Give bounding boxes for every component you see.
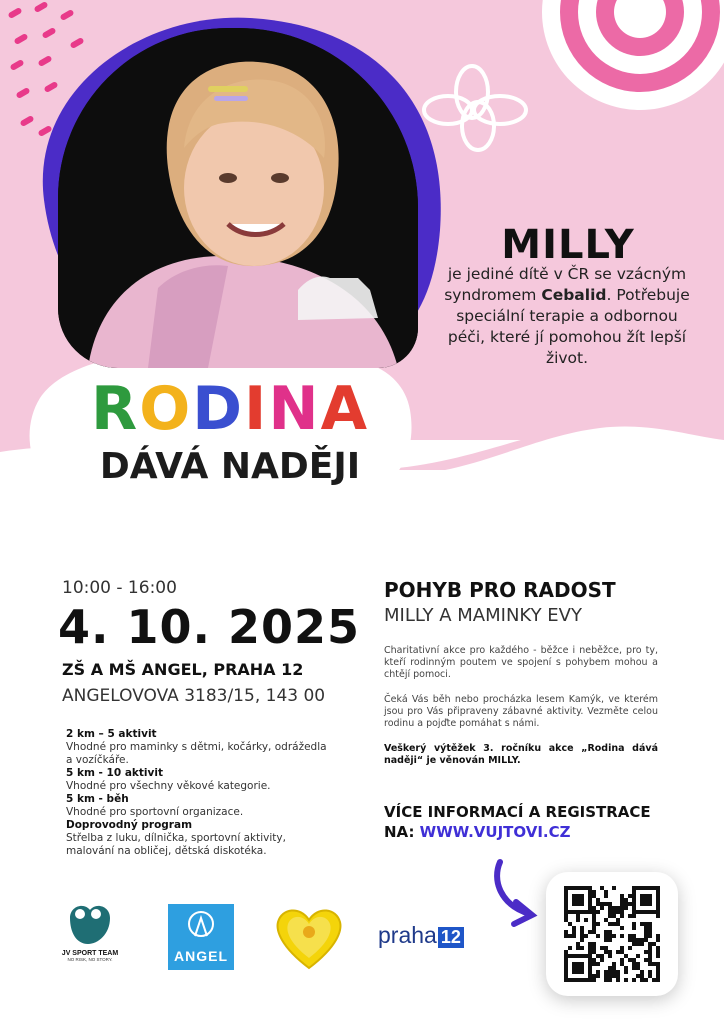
title-letter: O [139, 374, 193, 444]
route-title: Doprovodný program [66, 819, 193, 831]
route-text: Vhodné pro maminky s dětmi, kočárky, odrážedla a vozíčkáře. [66, 741, 327, 766]
info-prefix: NA: [384, 823, 420, 841]
title-rodina [60, 374, 400, 444]
info-registration [384, 802, 651, 842]
event-address: ANGELOVOVA 3183/15, 143 00 [62, 686, 326, 706]
angel-logo: ANGEL [168, 904, 234, 970]
section-subheading: MILLY A MAMINKY EVY [384, 605, 582, 626]
hero-description: je jediné dítě v ČR se vzácným syndromem Cebalid. Potřebuje speciální terapie a odbornou péči, které jí pomohou žít lepší život. [444, 265, 690, 367]
route-text: Vhodné pro sportovní organizace. [66, 806, 244, 818]
paragraph-3: Veškerý výtěžek 3. ročníku akce „Rodina dává naději“ je věnován MILLY. [384, 743, 658, 766]
info-line: VÍCE INFORMACÍ A REGISTRACE [384, 803, 651, 821]
child-photo [58, 28, 418, 368]
arrow-icon [497, 862, 532, 924]
route-text: Vhodné pro všechny věkové kategorie. [66, 780, 271, 792]
praha12-logo: praha 12 [378, 922, 464, 949]
route-title: 5 km - běh [66, 793, 129, 805]
route-text: Střelba z luku, dílnička, sportovní aktivity, malování na obličej, dětská diskotéka. [66, 832, 286, 857]
event-date: 4. 10. 2025 [58, 600, 361, 654]
title-dava-nadeji: DÁVÁ NADĚJI [99, 446, 361, 487]
route-title: 5 km - 10 aktivit [66, 767, 163, 779]
qr-code[interactable] [564, 886, 660, 982]
jv-hand-icon [62, 900, 118, 946]
title-letter: N [268, 374, 321, 444]
route-title: 2 km – 5 aktivit [66, 728, 157, 740]
website-link[interactable]: WWW.VUJTOVI.CZ [419, 823, 571, 841]
paragraph-2: Čeká Vás běh nebo procházka lesem Kamýk, ve kterém jsou pro Vás připraveny zábavné aktivity. Vezměte celou rodinu a pojďte pomáhat s námi. [384, 694, 658, 729]
hero-name: MILLY [501, 222, 635, 268]
angel-figure-icon [181, 908, 221, 944]
routes-list [66, 728, 336, 858]
heart-logo-icon [274, 904, 344, 972]
title-letter: D [192, 374, 245, 444]
event-venue: ZŠ A MŠ ANGEL, PRAHA 12 [62, 660, 304, 679]
title-letter: I [244, 374, 269, 444]
paragraph-1: Charitativní akce pro každého - běžce i neběžce, pro ty, kteří rodinným poutem ve spojení s pohybem mohou a chtějí pomoci. [384, 645, 658, 680]
qr-code-card [546, 872, 678, 996]
title-letter: R [90, 374, 140, 444]
section-heading: POHYB PRO RADOST [384, 578, 616, 602]
jv-sport-team-logo: JV SPORT TEAM NO RISK, NO STORY. [52, 900, 128, 962]
event-time: 10:00 - 16:00 [62, 578, 177, 598]
title-letter: A [320, 374, 369, 444]
